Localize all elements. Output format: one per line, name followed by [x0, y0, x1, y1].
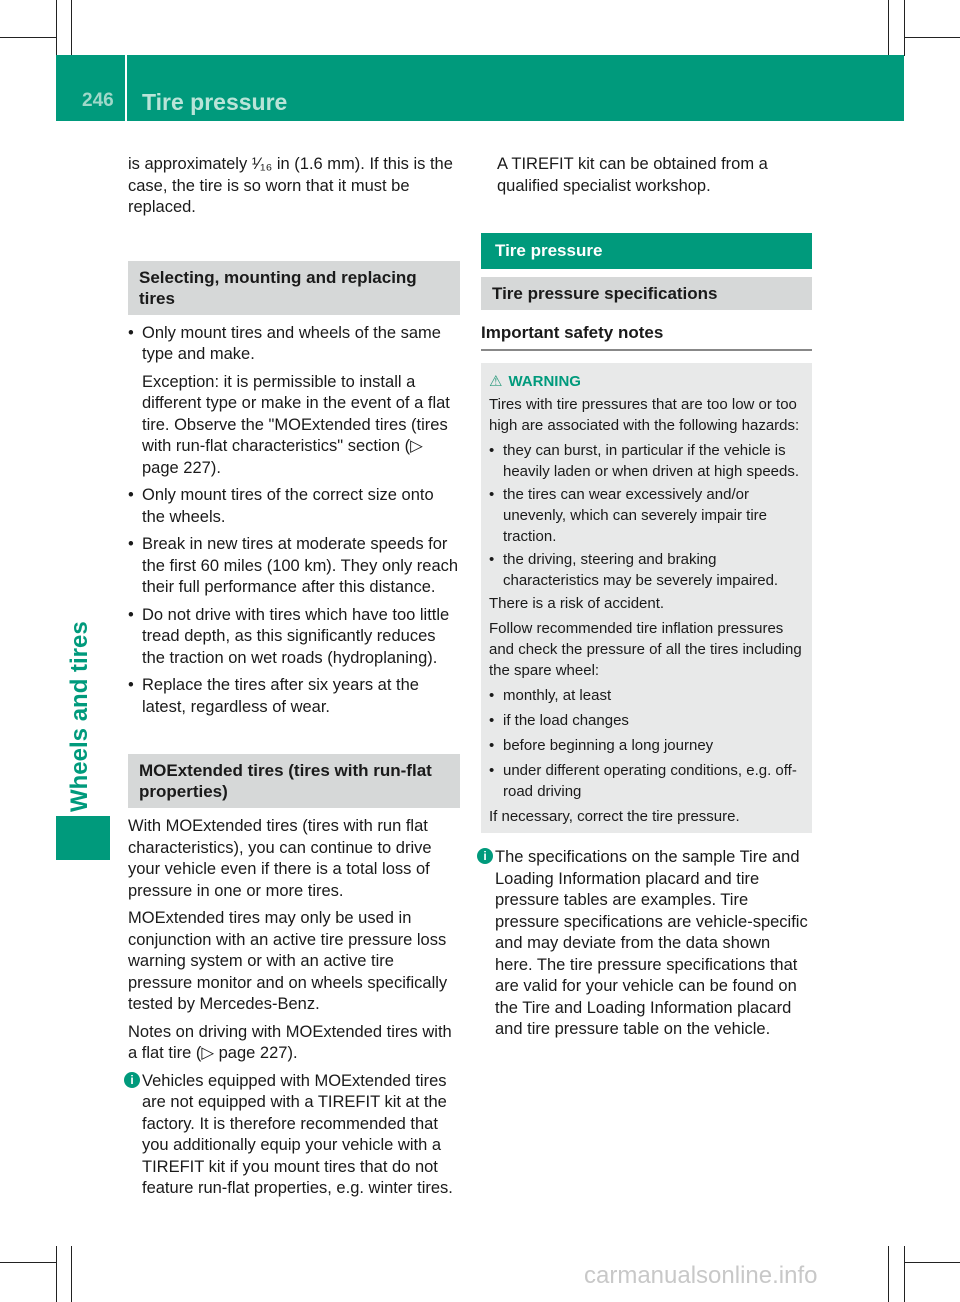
- tirefit-text: A TIREFIT kit can be obtained from a qualified specialist workshop.: [497, 155, 768, 195]
- warning-title: ⚠ WARNING: [489, 373, 581, 390]
- info-icon: i: [477, 848, 493, 864]
- crop-mark: [71, 1246, 72, 1302]
- paragraph: MOExtended tires may only be used in conjunction with an active tire pressure loss warning system or with an active tire pressure monitor and on wheels specifically tested by Mercedes-Benz.: [128, 909, 448, 1013]
- list-item: • Replace the tires after six years at the latest, regardless of wear.: [128, 675, 460, 718]
- list-item: • under different operating conditions, e.g. off-road driving: [489, 760, 804, 802]
- crop-mark: [904, 37, 960, 38]
- crop-mark: [56, 0, 57, 56]
- crop-mark: [888, 0, 889, 56]
- list-item: • monthly, at least: [489, 685, 804, 706]
- list-item: • the tires can wear excessively and/or unevenly, which can severely impair tire traction.: [489, 484, 804, 547]
- follow-text: Follow recommended tire inflation pressures and check the pressure of all the tires including the spare wheel:: [489, 620, 802, 679]
- mounting-list: [128, 323, 460, 719]
- left-column: [128, 154, 460, 1200]
- warning-intro: Tires with tire pressures that are too low or too high are associated with the following hazards:: [489, 396, 800, 434]
- paragraph: With MOExtended tires (tires with run flat characteristics), you can continue to drive your vehicle even if there is a total loss of pressure in one or more tires.: [128, 817, 432, 900]
- page-title: Tire pressure: [142, 89, 288, 115]
- closing-text: If necessary, correct the tire pressure.: [489, 808, 740, 825]
- info-note: i Vehicles equipped with MOExtended tires are not equipped with a TIREFIT kit at the factory. It is therefore recommended that you additionally equip your vehicle with a TIREFIT kit if you mount tires that do not feature run-flat properties, e.g. winter tires.: [128, 1071, 460, 1200]
- crop-mark: [0, 37, 56, 38]
- list-item: • Only mount tires and wheels of the same type and make. Exception: it is permissible to install a different type or make in the event of a flat tire. Observe the "MOExtended tires (tires with run-flat characteristics" section (▷ page 227).: [128, 323, 460, 480]
- page-number: 246: [82, 90, 114, 111]
- warning-box: [481, 363, 812, 833]
- list-item: • they can burst, in particular if the vehicle is heavily laden or when driven at high speeds.: [489, 440, 804, 482]
- list-item: • Break in new tires at moderate speeds for the first 60 miles (100 km). They only reach their full performance after this distance.: [128, 534, 460, 599]
- crop-mark: [71, 0, 72, 56]
- crop-mark: [888, 1246, 889, 1302]
- header-divider: [125, 55, 127, 121]
- warning-icon: ⚠: [489, 373, 503, 390]
- intro-text: is approximately ¹⁄₁₆ in (1.6 mm). If this is the case, the tire is so worn that it must be replaced.: [128, 155, 453, 216]
- section-heading-moextended: MOExtended tires (tires with run-flat properties): [128, 754, 460, 808]
- watermark: carmanualsonline.info: [584, 1262, 818, 1289]
- crop-mark: [904, 1246, 905, 1302]
- crop-mark: [904, 1262, 960, 1263]
- paragraph: Notes on driving with MOExtended tires with a flat tire (▷ page 227).: [128, 1022, 452, 1062]
- risk-text: There is a risk of accident.: [489, 595, 665, 612]
- side-tab-label: Wheels and tires: [66, 621, 93, 812]
- list-item: • if the load changes: [489, 710, 804, 731]
- crop-mark: [904, 0, 905, 56]
- section-heading-tire-pressure: Tire pressure: [481, 233, 812, 269]
- list-item: • Only mount tires of the correct size onto the wheels.: [128, 485, 460, 528]
- info-icon: i: [124, 1072, 140, 1088]
- side-tab-marker: [56, 816, 110, 860]
- header-bar: [56, 55, 904, 121]
- crop-mark: [56, 1246, 57, 1302]
- section-heading-mounting: Selecting, mounting and replacing tires: [128, 261, 460, 315]
- crop-mark: [0, 1262, 56, 1263]
- subheading-specifications: Tire pressure specifications: [481, 277, 812, 310]
- list-item: • before beginning a long journey: [489, 735, 804, 756]
- check-list: [489, 685, 804, 802]
- info-note: i The specifications on the sample Tire and Loading Information placard and tire pressure tables are examples. Tire pressure specifications are vehicle-specific and may deviate from the data shown here. The tire pressure specifications that are valid for your vehicle can be found on the Tire and Loading Information placard and tire pressure table on the vehicle.: [481, 847, 812, 1041]
- exception-text: Exception: it is permissible to install a different type or make in the event of a flat tire. Observe the "MOExtended tires (tires with run-flat characteristics" section (▷ page 227).: [142, 372, 450, 477]
- list-item: • Do not drive with tires which have too little tread depth, as this significantly reduces the traction on wet roads (hydroplaning).: [128, 605, 460, 670]
- hazard-list: [489, 440, 804, 591]
- safety-notes-heading: Important safety notes: [481, 322, 812, 352]
- right-column: [481, 154, 812, 1041]
- list-item: • the driving, steering and braking characteristics may be severely impaired.: [489, 549, 804, 591]
